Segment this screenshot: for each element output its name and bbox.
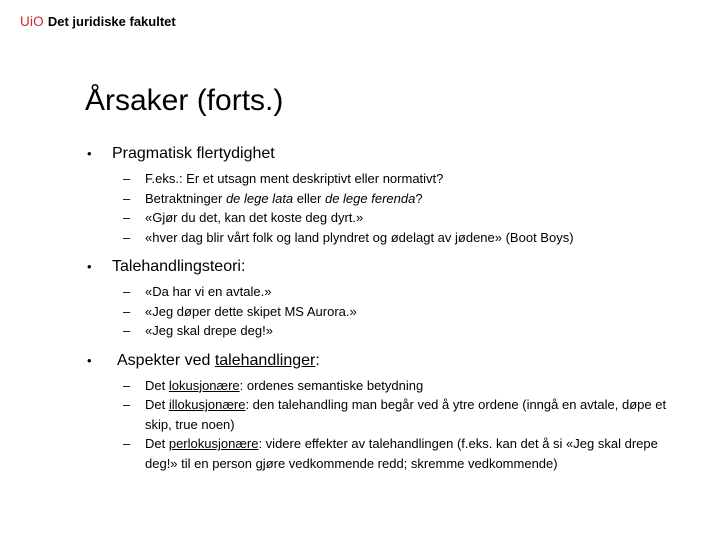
bullet-text: Talehandlingsteori: [112, 258, 246, 275]
bullet-text: Pragmatisk flertydighet [112, 145, 275, 162]
bullet-text: : [315, 351, 320, 369]
dash-marker: – [123, 171, 131, 186]
sub-text: : ordenes semantiske betydning [239, 377, 424, 393]
sub-text: «Gjør du det, kan det koste deg dyrt.» [145, 210, 364, 225]
sub-item [85, 189, 685, 209]
bullet-item [85, 351, 685, 371]
dash-marker: – [123, 229, 131, 245]
sub-item [85, 169, 685, 189]
sub-text: «Jeg døper dette skipet MS Aurora.» [145, 303, 357, 319]
sub-item [85, 376, 685, 396]
sub-item [85, 434, 685, 473]
sub-item [85, 321, 685, 341]
dash-marker: – [123, 436, 131, 451]
bullet-item [85, 257, 685, 277]
sub-list [85, 282, 685, 341]
bullet-text: Aspekter ved [117, 351, 215, 369]
faculty-header [20, 11, 176, 31]
sub-text: F.eks.: Er et utsagn ment deskriptivt eller normativt? [145, 171, 444, 186]
bullet-text-underlined: talehandlinger [214, 351, 316, 369]
dash-marker: – [123, 377, 131, 393]
sub-item [85, 395, 685, 434]
sub-text: Det [145, 436, 169, 451]
dash-marker: – [123, 190, 131, 206]
sub-text-italic: de lege ferenda [324, 190, 416, 206]
sub-text: Betraktninger [145, 190, 226, 206]
sub-text: : den talehandling man begår ved å ytre ordene (inngå en avtale, døpe et skip, true noen) [145, 397, 667, 432]
sub-item [85, 302, 685, 322]
dash-marker: – [123, 397, 131, 412]
dash-marker: – [123, 210, 131, 225]
faculty-name: Det juridiske fakultet [47, 13, 176, 29]
dash-marker: – [123, 284, 131, 299]
slide-content [85, 144, 685, 477]
bullet-marker: • [87, 146, 92, 161]
sub-text-italic: de lege lata [225, 190, 294, 206]
sub-text: «hver dag blir vårt folk og land plyndret og ødelagt av jødene» (Boot Boys) [145, 229, 574, 245]
slide-title: Årsaker (forts.) [85, 84, 284, 117]
sub-text: ? [415, 190, 423, 206]
uio-logo: UiO [20, 13, 44, 29]
sub-text-underlined: perlokusjonære [168, 436, 259, 451]
sub-text: eller [293, 190, 325, 206]
dash-marker: – [123, 303, 131, 319]
bullet-marker: • [87, 259, 92, 274]
sub-text: Det [145, 397, 169, 412]
sub-text: «Jeg skal drepe deg!» [145, 323, 273, 338]
sub-text-underlined: illokusjonære [168, 397, 246, 412]
bullet-item [85, 144, 685, 164]
dash-marker: – [123, 323, 131, 338]
sub-list [85, 169, 685, 247]
sub-text: «Da har vi en avtale.» [145, 284, 272, 299]
sub-item [85, 282, 685, 302]
sub-text-underlined: lokusjonære [168, 377, 240, 393]
sub-item [85, 208, 685, 228]
sub-text: : videre effekter av talehandlingen (f.eks. kan det å si «Jeg skal drepe deg!» til en person gjøre vedkommende redd; skremme vedkommende) [145, 436, 658, 471]
bullet-marker: • [87, 352, 92, 368]
sub-list [85, 376, 685, 474]
sub-text: Det [145, 377, 169, 393]
sub-item [85, 228, 685, 248]
